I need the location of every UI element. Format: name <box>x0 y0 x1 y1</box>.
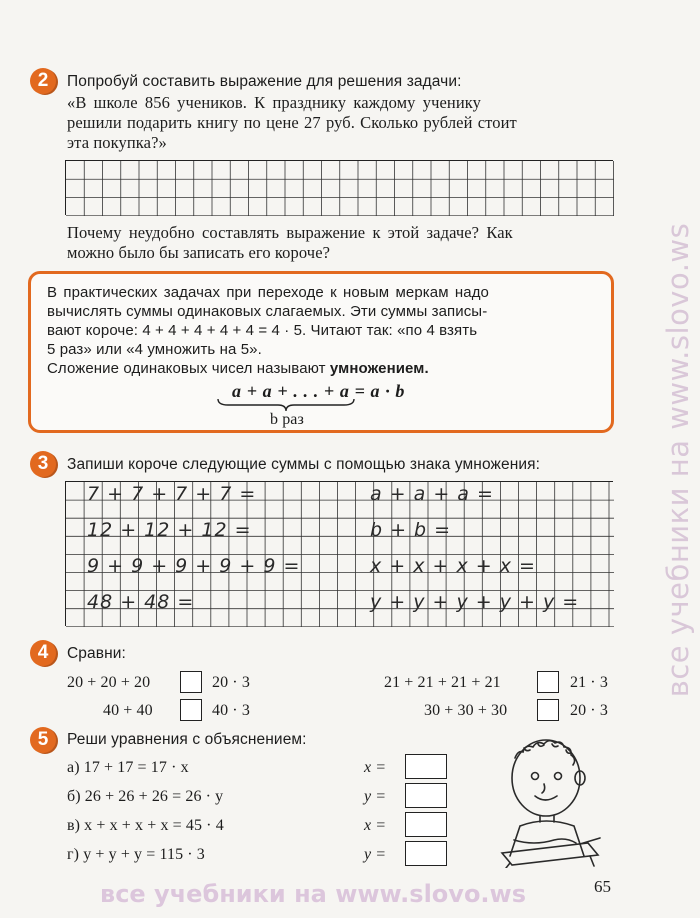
answer-grid-task-2[interactable] <box>65 160 613 215</box>
rule-line-3: вают короче: 4 + 4 + 4 + 4 + 4 = 4 · 5. Читают так: «по 4 взять <box>47 322 478 339</box>
compare-right-cmp-1: 21 · 3 <box>570 674 608 691</box>
compare-box-3[interactable] <box>180 699 202 721</box>
rule-formula: a + a + . . . + a = a · b <box>232 381 405 401</box>
task-2-problem-line-2: решили подарить книгу по цене 27 руб. Сколько рублей стоит <box>67 113 517 132</box>
task-4-prompt: Сравни: <box>67 645 126 662</box>
page-number: 65 <box>594 877 611 896</box>
task-2-prompt: Попробуй составить выражение для решения задачи: <box>67 73 462 90</box>
rule-line-2: вычислять суммы одинаковых слагаемых. Эти суммы записы- <box>47 303 488 320</box>
rule-definition-term: умножением. <box>329 360 429 377</box>
compare-right-expr-2: 30 + 30 + 30 <box>424 702 508 719</box>
rule-line-1: В практических задачах при переходе к новым меркам надо <box>47 284 489 301</box>
handwritten-sum-1: 7 + 7 + 7 + 7 = <box>87 483 257 505</box>
equation-b-var: y = <box>364 788 387 805</box>
task-2-problem-line-3: эта покупка?» <box>67 133 167 152</box>
equation-d-var: y = <box>364 846 387 863</box>
handwritten-sum-6: b + b = <box>370 519 452 541</box>
task-5-prompt: Реши уравнения с объяснением: <box>67 731 307 748</box>
answer-box-c[interactable] <box>405 812 447 837</box>
handwritten-sum-8: y + y + y + y + y = <box>370 591 580 613</box>
compare-right-cmp-2: 20 · 3 <box>570 702 608 719</box>
rule-definition-prefix: Сложение одинаковых чисел называют <box>47 360 330 377</box>
task-5-number: 5 <box>30 727 56 753</box>
compare-left-cmp-2: 40 · 3 <box>212 702 250 719</box>
answer-box-d[interactable] <box>405 841 447 866</box>
compare-box-1[interactable] <box>180 671 202 693</box>
answer-box-b[interactable] <box>405 783 447 808</box>
handwritten-sum-4: 48 + 48 = <box>87 591 195 613</box>
equation-a: а) 17 + 17 = 17 · x <box>67 759 189 776</box>
answer-box-a[interactable] <box>405 754 447 779</box>
boy-at-desk-illustration <box>480 728 620 868</box>
compare-right-expr-1: 21 + 21 + 21 + 21 <box>384 674 501 691</box>
compare-left-cmp-1: 20 · 3 <box>212 674 250 691</box>
equation-a-var: x = <box>364 759 387 776</box>
task-2-problem-line-1: «В школе 856 учеников. К празднику каждому ученику <box>67 93 482 112</box>
handwritten-sum-3: 9 + 9 + 9 + 9 + 9 = <box>87 555 301 577</box>
task-2-question-line-1: Почему неудобно составлять выражение к этой задаче? Как <box>67 223 513 242</box>
equation-c: в) x + x + x + x = 45 · 4 <box>67 817 224 834</box>
compare-box-4[interactable] <box>537 699 559 721</box>
equation-d: г) y + y + y = 115 · 3 <box>67 846 205 863</box>
task-4-number: 4 <box>30 640 56 666</box>
handwritten-sum-7: x + x + x + x = <box>370 555 536 577</box>
task-3-number: 3 <box>30 451 56 477</box>
task-2-number: 2 <box>30 68 56 94</box>
compare-box-2[interactable] <box>537 671 559 693</box>
handwritten-sum-5: a + a + a = <box>370 483 494 505</box>
task-3-prompt: Запиши короче следующие суммы с помощью знака умножения: <box>67 456 541 473</box>
handwritten-sum-2: 12 + 12 + 12 = <box>87 519 252 541</box>
rule-definition <box>47 359 429 379</box>
equation-b: б) 26 + 26 + 26 = 26 · y <box>67 788 224 805</box>
compare-left-expr-2: 40 + 40 <box>103 702 153 719</box>
task-2-question-line-2: можно было бы записать его короче? <box>67 243 331 262</box>
side-watermark: все учебники на www.slovo.ws <box>661 222 695 698</box>
rule-brace-label: b раз <box>270 411 304 428</box>
compare-left-expr-1: 20 + 20 + 20 <box>67 674 151 691</box>
bottom-watermark: все учебники на www.slovo.ws <box>100 880 526 908</box>
equation-c-var: x = <box>364 817 387 834</box>
rule-line-4: 5 раз» или «4 умножить на 5». <box>47 341 262 358</box>
